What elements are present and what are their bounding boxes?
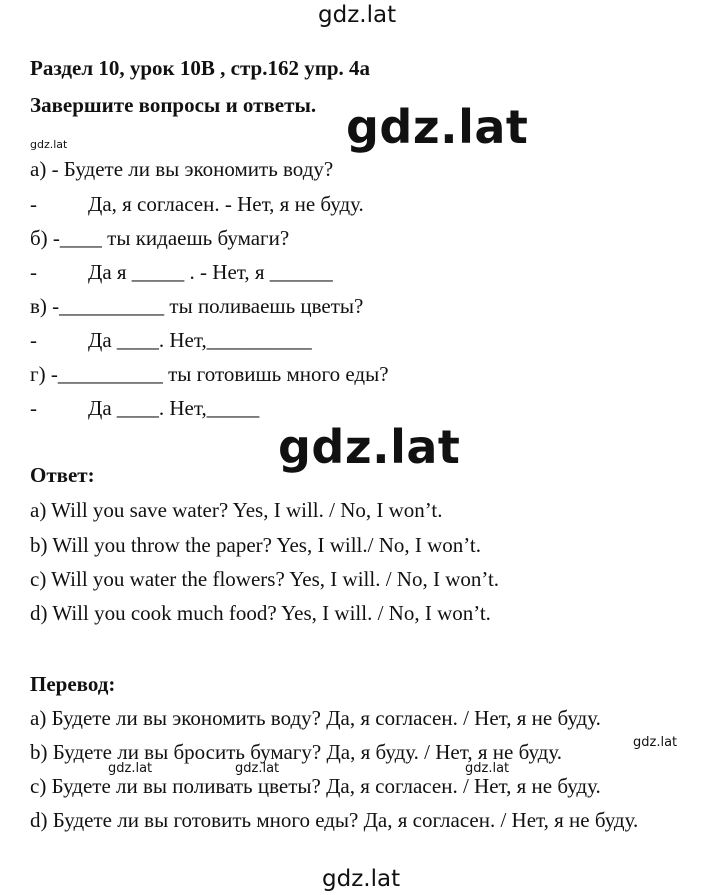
translation-line-a: а) Будете ли вы экономить воду? Да, я согласен. / Нет, я не буду.: [30, 706, 601, 730]
watermark-bottom: gdz.lat: [322, 866, 401, 892]
answer-heading: Ответ:: [30, 463, 95, 487]
translation-heading: Перевод:: [30, 672, 116, 696]
answer-line-d: d) Will you cook much food? Yes, I will. / No, I won’t.: [30, 601, 491, 625]
exercise-answer-c: [30, 328, 530, 354]
exercise-answer-b: [30, 260, 530, 286]
watermark-top: gdz.lat: [318, 2, 397, 28]
translation-line-b: b) Будете ли вы бросить бумагу? Да, я буду. / Нет, я не буду.: [30, 740, 562, 764]
answer-text: Да я _____ . - Нет, я ______: [88, 260, 333, 284]
page-title: Раздел 10, урок 10В , стр.162 упр. 4а: [30, 56, 370, 80]
translation-line-d: d) Будете ли вы готовить много еды? Да, я согласен. / Нет, я не буду.: [30, 808, 639, 832]
watermark-small-3: gdz.lat: [108, 761, 153, 776]
dash: -: [30, 328, 37, 352]
dash: -: [30, 260, 37, 284]
watermark-small-4: gdz.lat: [235, 761, 280, 776]
exercise-line-b: б) -____ ты кидаешь бумаги?: [30, 226, 290, 250]
watermark-small-5: gdz.lat: [465, 761, 510, 776]
dash: -: [30, 192, 37, 216]
answer-line-c: c) Will you water the flowers? Yes, I will. / No, I won’t.: [30, 567, 500, 591]
answer-text: Да ____. Нет,_____: [88, 396, 260, 420]
translation-line-c: c) Будете ли вы поливать цветы? Да, я согласен. / Нет, я не буду.: [30, 774, 601, 798]
watermark-large-2: gdz.lat: [278, 420, 461, 474]
watermark-large-1: gdz.lat: [346, 100, 529, 154]
answer-line-b: b) Will you throw the paper? Yes, I will./ No, I won’t.: [30, 533, 481, 557]
exercise-line-c: в) -__________ ты поливаешь цветы?: [30, 294, 364, 318]
answer-line-a: a) Will you save water? Yes, I will. / No, I won’t.: [30, 498, 443, 522]
exercise-answer-d: [30, 396, 530, 422]
exercise-line-d: г) -__________ ты готовишь много еды?: [30, 362, 389, 386]
instruction: Завершите вопросы и ответы.: [30, 93, 317, 117]
answer-text: Да, я согласен. - Нет, я не буду.: [88, 192, 364, 216]
watermark-small-2: gdz.lat: [633, 735, 678, 750]
answer-text: Да ____. Нет,__________: [88, 328, 312, 352]
exercise-answer-a: [30, 192, 530, 218]
exercise-line-a: а) - Будете ли вы экономить воду?: [30, 157, 334, 181]
watermark-small-1: gdz.lat: [30, 138, 68, 151]
dash: -: [30, 396, 37, 420]
